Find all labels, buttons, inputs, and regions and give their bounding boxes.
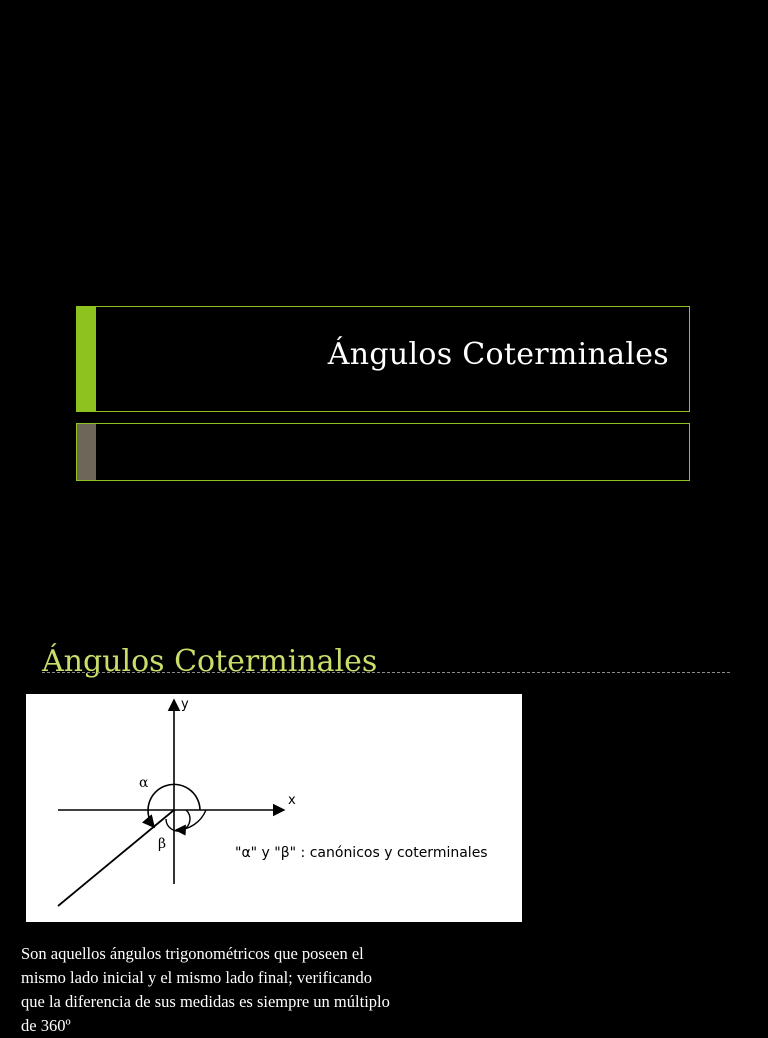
slide2-heading: Ángulos Coterminales bbox=[42, 644, 378, 679]
figure-caption: "α" y "β" : canónicos y coterminales bbox=[235, 845, 488, 861]
subtitle-box bbox=[76, 423, 690, 481]
x-axis-label: x bbox=[288, 793, 296, 808]
coterminal-angles-figure bbox=[26, 694, 522, 922]
alpha-label: α bbox=[139, 775, 149, 791]
slide-title: Ángulos Coterminales bbox=[327, 337, 669, 372]
terminal-side bbox=[58, 810, 174, 906]
beta-arrow bbox=[176, 810, 206, 830]
angle-diagram bbox=[26, 694, 522, 922]
heading-divider bbox=[42, 672, 730, 673]
title-accent-bar bbox=[77, 307, 96, 411]
y-axis-label: y bbox=[181, 697, 189, 712]
beta-label: β bbox=[158, 836, 167, 852]
subtitle-accent-bar bbox=[77, 424, 96, 480]
title-box bbox=[76, 306, 690, 412]
definition-text: Son aquellos ángulos trigonométricos que poseen el mismo lado inicial y el mismo lado final; verificando que la diferencia de sus medidas es siempre un múltiplo de 360º bbox=[21, 944, 390, 1035]
